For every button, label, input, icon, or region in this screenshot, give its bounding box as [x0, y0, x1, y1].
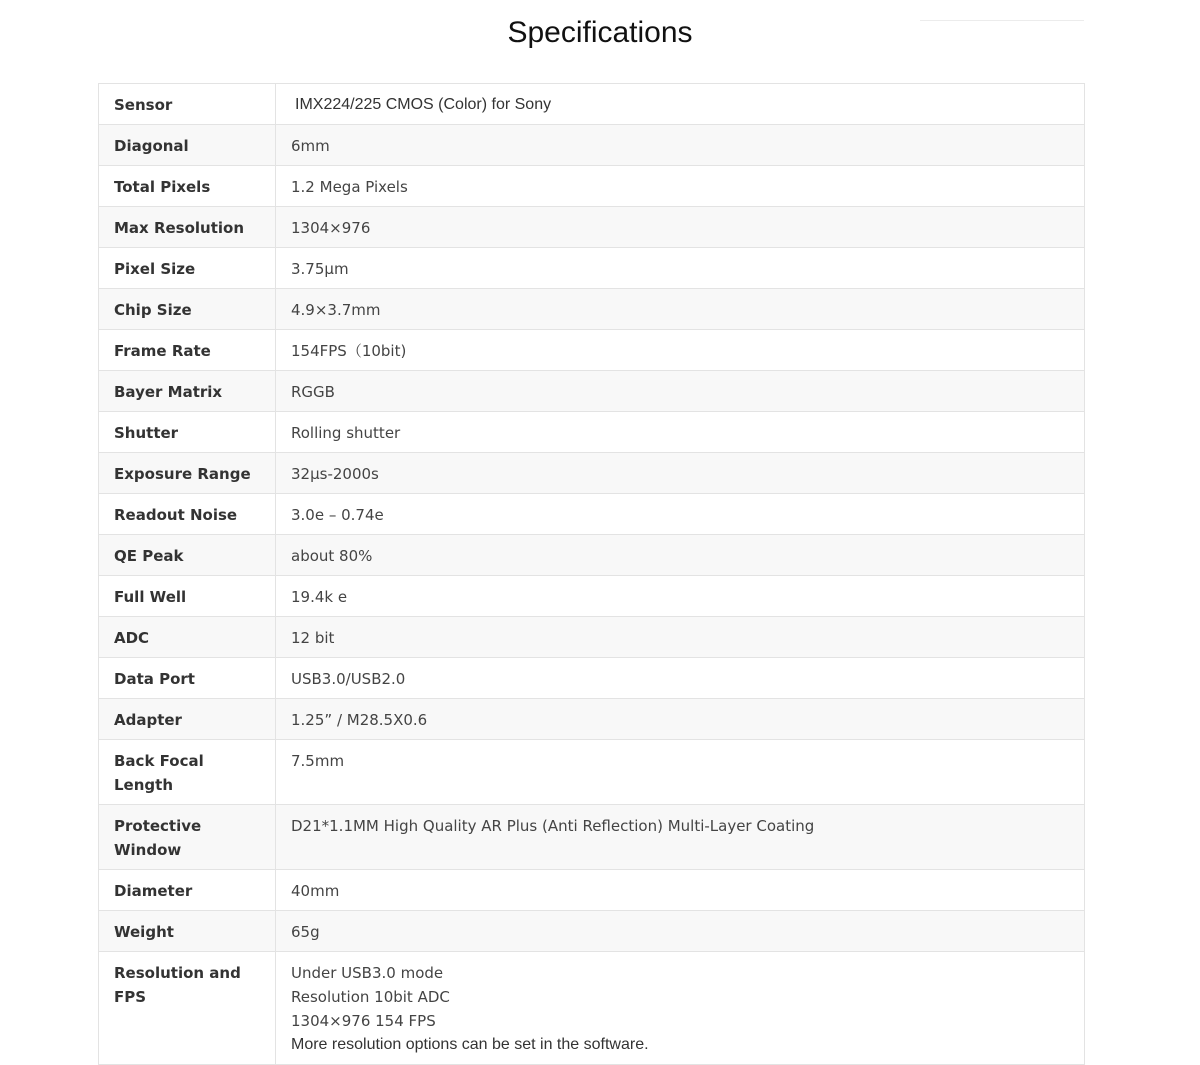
spec-value: 7.5mm — [276, 740, 1085, 805]
spec-value: Rolling shutter — [276, 412, 1085, 453]
spec-value: 65g — [276, 911, 1085, 952]
spec-value: 1.25” / M28.5X0.6 — [276, 699, 1085, 740]
spec-value: 1.2 Mega Pixels — [276, 166, 1085, 207]
spec-label: Pixel Size — [99, 248, 276, 289]
table-row — [99, 952, 1085, 1065]
table-row — [99, 535, 1085, 576]
spec-label: Max Resolution — [99, 207, 276, 248]
spec-value: RGGB — [276, 371, 1085, 412]
table-row — [99, 412, 1085, 453]
spec-label: Full Well — [99, 576, 276, 617]
table-row — [99, 617, 1085, 658]
spec-value-line: Resolution 10bit ADC — [291, 988, 450, 1006]
spec-label: Total Pixels — [99, 166, 276, 207]
spec-label: Bayer Matrix — [99, 371, 276, 412]
table-row — [99, 125, 1085, 166]
table-row — [99, 84, 1085, 125]
spec-label: Exposure Range — [99, 453, 276, 494]
specifications-table — [98, 83, 1085, 1065]
spec-label: Shutter — [99, 412, 276, 453]
spec-label: QE Peak — [99, 535, 276, 576]
spec-value-line: Under USB3.0 mode — [291, 964, 444, 982]
spec-label: Diameter — [99, 870, 276, 911]
spec-label: Protective Window — [99, 805, 276, 870]
spec-value: 1304×976 — [276, 207, 1085, 248]
spec-label: Frame Rate — [99, 330, 276, 371]
spec-label: Resolution and FPS — [99, 952, 276, 1065]
spec-value: about 80% — [276, 535, 1085, 576]
table-row — [99, 166, 1085, 207]
spec-value: USB3.0/USB2.0 — [276, 658, 1085, 699]
spec-label: Back Focal Length — [99, 740, 276, 805]
spec-value: 3.75μm — [276, 248, 1085, 289]
spec-value-line: More resolution options can be set in the software. — [291, 1036, 649, 1053]
spec-value: 3.0e – 0.74e — [276, 494, 1085, 535]
spec-label: Weight — [99, 911, 276, 952]
spec-value: 4.9×3.7mm — [276, 289, 1085, 330]
spec-value: D21*1.1MM High Quality AR Plus (Anti Reflection) Multi-Layer Coating — [276, 805, 1085, 870]
table-row — [99, 494, 1085, 535]
table-row — [99, 248, 1085, 289]
table-row — [99, 870, 1085, 911]
table-row — [99, 658, 1085, 699]
table-row — [99, 207, 1085, 248]
spec-value-line: 1304×976 154 FPS — [291, 1012, 436, 1030]
table-row — [99, 740, 1085, 805]
spec-label: Chip Size — [99, 289, 276, 330]
table-row — [99, 289, 1085, 330]
spec-value-multiline — [276, 952, 1085, 1065]
table-row — [99, 911, 1085, 952]
spec-label: ADC — [99, 617, 276, 658]
spec-label: Data Port — [99, 658, 276, 699]
spec-label: Adapter — [99, 699, 276, 740]
table-row — [99, 371, 1085, 412]
table-row — [99, 330, 1085, 371]
spec-value: 40mm — [276, 870, 1085, 911]
spec-value: 6mm — [276, 125, 1085, 166]
spec-value: 12 bit — [276, 617, 1085, 658]
spec-label: Diagonal — [99, 125, 276, 166]
spec-value: 154FPS（10bit) — [276, 330, 1085, 371]
spec-label: Sensor — [99, 84, 276, 125]
table-row — [99, 453, 1085, 494]
spec-value: 19.4k e — [276, 576, 1085, 617]
page-title: Specifications — [507, 16, 693, 49]
spec-value: IMX224/225 CMOS (Color) for Sony — [276, 84, 1085, 125]
table-row — [99, 805, 1085, 870]
spec-label: Readout Noise — [99, 494, 276, 535]
table-row — [99, 699, 1085, 740]
spec-value: 32μs-2000s — [276, 453, 1085, 494]
table-row — [99, 576, 1085, 617]
